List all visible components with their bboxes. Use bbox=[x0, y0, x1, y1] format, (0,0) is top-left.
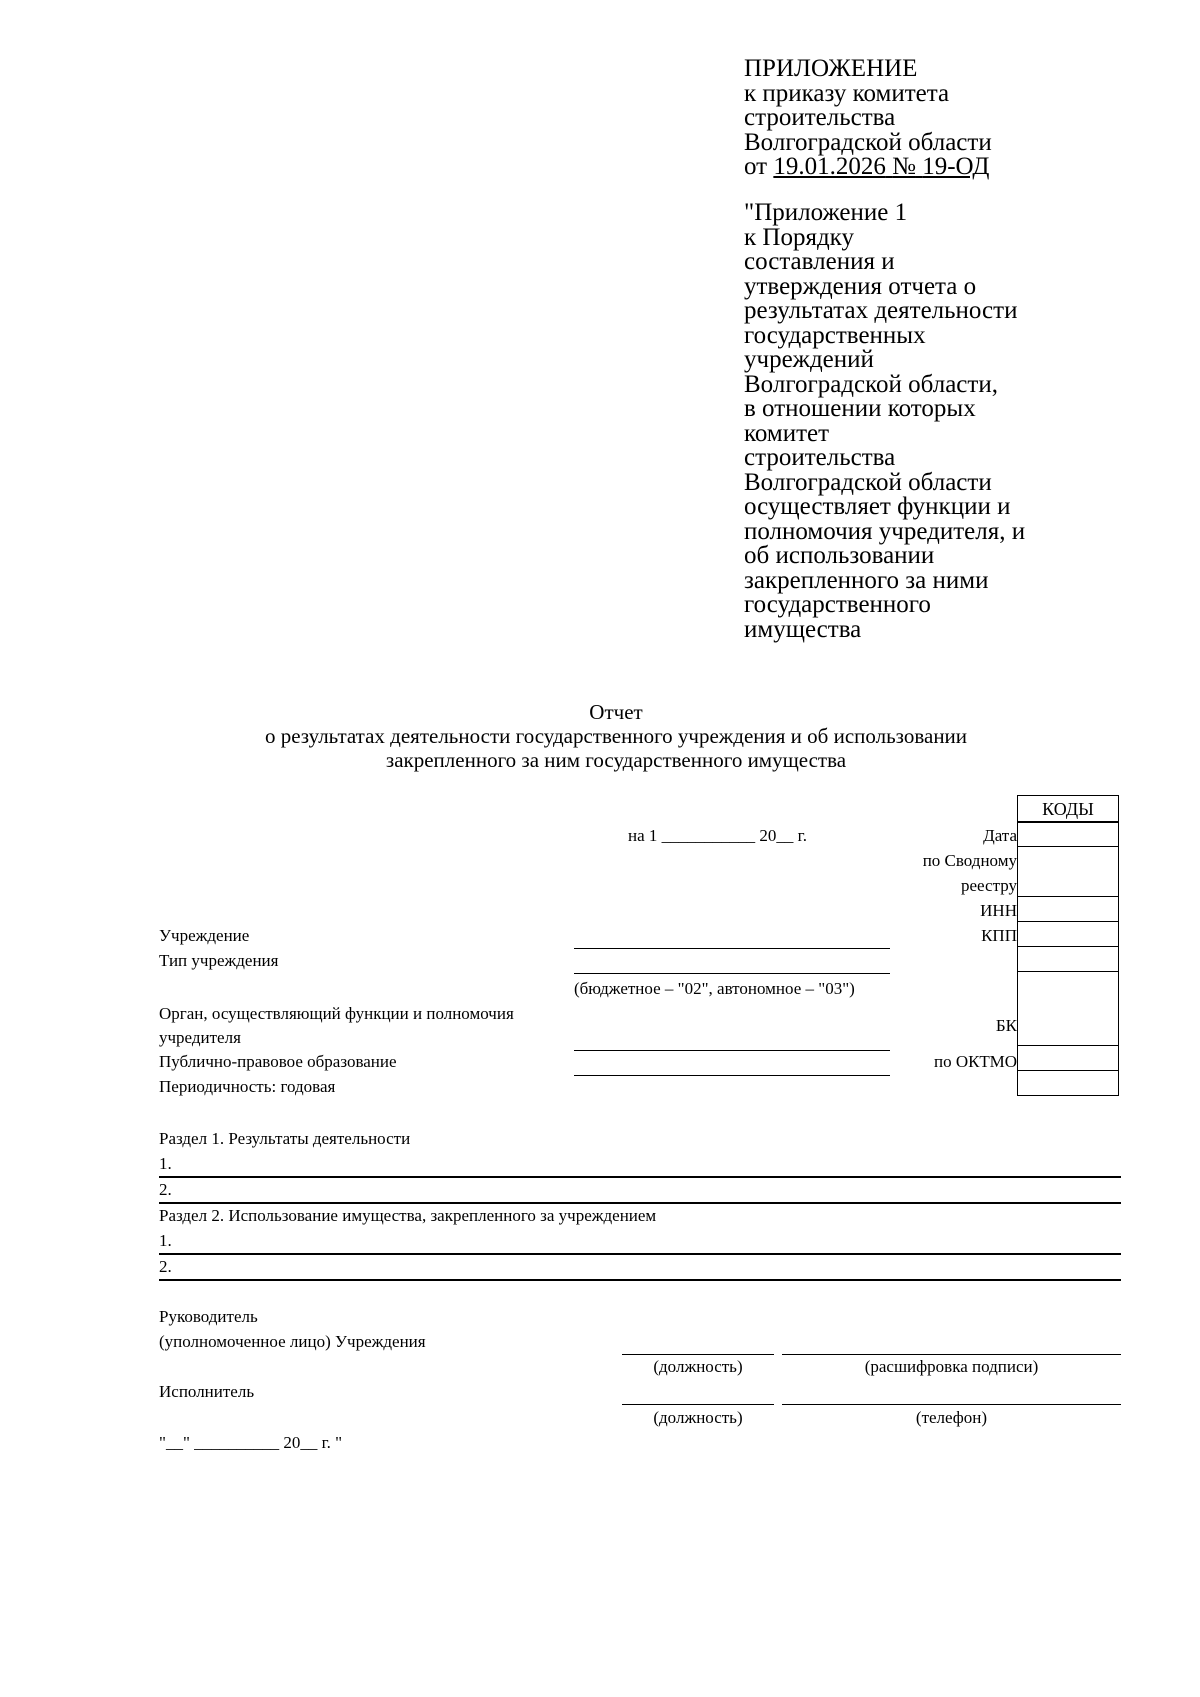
report-subtitle: закрепленного за ним государственного имущества bbox=[385, 748, 847, 772]
section1-title: Раздел 1. Результаты деятельности bbox=[159, 1129, 411, 1148]
annex-line: в отношении которых bbox=[744, 395, 976, 422]
label-date: Дата bbox=[983, 826, 1017, 845]
annex-block bbox=[744, 201, 1025, 642]
code-cell-blank bbox=[1018, 1070, 1118, 1095]
order-reference bbox=[744, 155, 992, 180]
annex-line: комитет bbox=[744, 419, 830, 447]
public-entity-input-line[interactable] bbox=[574, 1075, 890, 1076]
institution-input-line[interactable] bbox=[574, 948, 890, 949]
label-registry: по Сводному bbox=[922, 851, 1017, 870]
appendix-title: ПРИЛОЖЕНИЕ bbox=[744, 55, 918, 82]
annex-line: закрепленного за ними bbox=[744, 566, 989, 594]
code-cell-oktmo bbox=[1018, 1045, 1118, 1070]
code-cell-inn bbox=[1018, 896, 1118, 921]
appendix-line: к приказу комитета bbox=[744, 79, 950, 107]
label-head: Руководитель bbox=[159, 1307, 258, 1326]
head-signature-line[interactable] bbox=[782, 1354, 1121, 1355]
annex-line: составления и bbox=[744, 248, 895, 275]
annex-line: строительства bbox=[744, 444, 896, 471]
label-head: (уполномоченное лицо) Учреждения bbox=[159, 1332, 426, 1351]
codes-header: КОДЫ bbox=[1017, 795, 1119, 823]
section1-item: 2. bbox=[159, 1180, 172, 1199]
annex-line: Волгоградской области, bbox=[744, 370, 998, 398]
section2-item-line[interactable] bbox=[159, 1279, 1121, 1281]
annex-line: государственного bbox=[744, 591, 931, 618]
section1-item-line[interactable] bbox=[159, 1202, 1121, 1204]
report-date-line: на 1 ___________ 20__ г. bbox=[628, 826, 807, 845]
annex-line: имущества bbox=[744, 615, 862, 643]
label-inn: ИНН bbox=[980, 901, 1017, 920]
appendix-header bbox=[744, 57, 992, 180]
label-bk: БК bbox=[995, 1016, 1017, 1035]
appendix-line: строительства bbox=[744, 104, 896, 131]
section2-item: 2. bbox=[159, 1257, 172, 1276]
codes-table bbox=[1017, 821, 1119, 1096]
institution-type-hint: (бюджетное – "02", автономное – "03") bbox=[574, 979, 855, 998]
code-cell-registry bbox=[1018, 846, 1118, 896]
executor-position-line[interactable] bbox=[622, 1404, 774, 1405]
section2-item-line[interactable] bbox=[159, 1253, 1121, 1255]
section2-item: 1. bbox=[159, 1231, 172, 1250]
annex-line: осуществляет функции и bbox=[744, 493, 1011, 520]
head-position-caption: (должность) bbox=[653, 1357, 743, 1376]
annex-line: полномочия учредителя, и bbox=[744, 517, 1026, 545]
label-periodicity: Периодичность: годовая bbox=[159, 1077, 336, 1096]
label-executor: Исполнитель bbox=[159, 1382, 255, 1401]
annex-line: государственных bbox=[744, 321, 926, 349]
annex-line: результатах деятельности bbox=[744, 297, 1018, 324]
label-institution-type: Тип учреждения bbox=[159, 951, 279, 970]
head-decoding-caption: (расшифровка подписи) bbox=[864, 1357, 1039, 1376]
label-oktmo: по ОКТМО bbox=[933, 1052, 1017, 1071]
label-founder: Орган, осуществляющий функции и полномочия bbox=[159, 1004, 514, 1023]
label-registry: реестру bbox=[961, 876, 1017, 895]
annex-line: об использовании bbox=[744, 542, 935, 569]
code-cell-bk bbox=[1018, 971, 1118, 1045]
annex-line: Волгоградской области bbox=[744, 468, 992, 496]
section1-item-line[interactable] bbox=[159, 1176, 1121, 1178]
code-cell-blank bbox=[1018, 946, 1118, 971]
label-kpp: КПП bbox=[981, 926, 1017, 945]
code-cell-kpp bbox=[1018, 921, 1118, 946]
annex-line: утверждения отчета о bbox=[744, 272, 977, 300]
annex-line: к Порядку bbox=[744, 223, 854, 251]
order-prefix: от bbox=[744, 153, 768, 180]
executor-phone-line[interactable] bbox=[782, 1404, 1121, 1405]
label-institution: Учреждение bbox=[159, 926, 250, 945]
executor-phone-caption: (телефон) bbox=[915, 1408, 988, 1427]
order-date: 19.01.2026 № 19-ОД bbox=[773, 153, 990, 180]
signature-date-line: "__" __________ 20__ г. " bbox=[159, 1433, 343, 1452]
report-title: Отчет bbox=[589, 700, 643, 724]
annex-line: "Приложение 1 bbox=[744, 199, 908, 226]
section1-item: 1. bbox=[159, 1154, 172, 1173]
annex-line: учреждений bbox=[744, 346, 874, 373]
report-subtitle: о результатах деятельности государственного учреждения и об использовании bbox=[264, 724, 968, 748]
label-public-entity: Публично-правовое образование bbox=[159, 1052, 397, 1071]
section2-title: Раздел 2. Использование имущества, закрепленного за учреждением bbox=[159, 1206, 657, 1225]
label-founder: учредителя bbox=[159, 1028, 241, 1047]
head-position-line[interactable] bbox=[622, 1354, 774, 1355]
executor-position-caption: (должность) bbox=[653, 1408, 743, 1427]
institution-type-input-line[interactable] bbox=[574, 973, 890, 974]
appendix-line: Волгоградской области bbox=[744, 128, 992, 156]
founder-input-line[interactable] bbox=[574, 1050, 890, 1051]
code-cell-date bbox=[1018, 821, 1118, 846]
